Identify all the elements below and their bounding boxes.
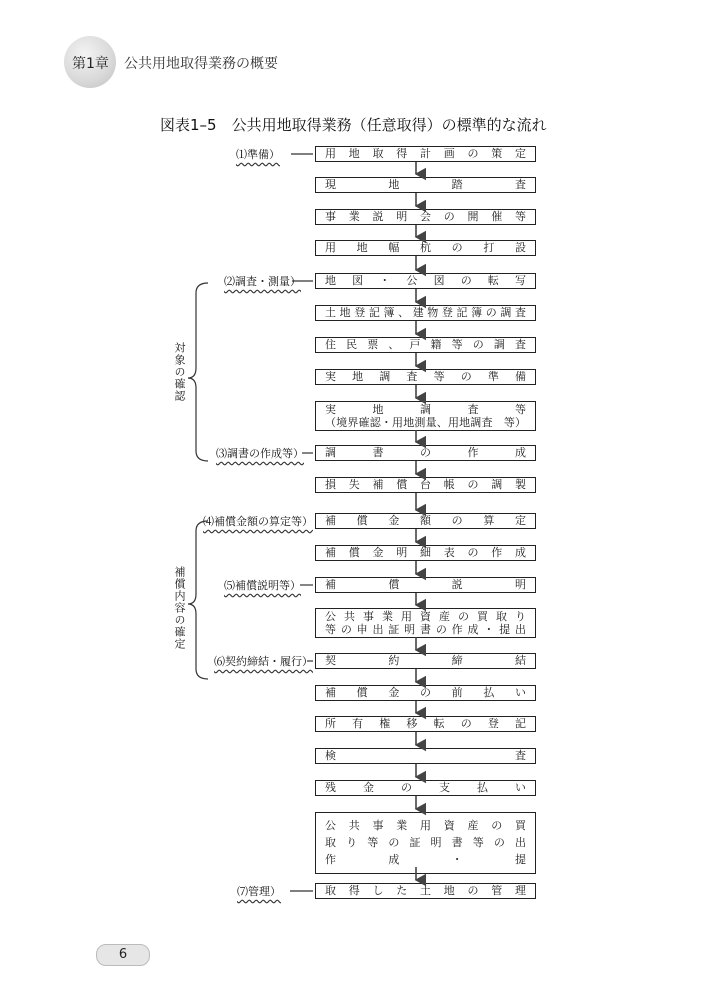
- flow-step: 実 地 調 査 等 （境界確認・用地測量、用地調査 等）: [315, 401, 536, 431]
- flow-step: 契約締結: [315, 653, 536, 669]
- phase-label: ⑹契約締結・履行）: [214, 655, 313, 668]
- flow-step: 地図・公図の転写: [315, 273, 536, 289]
- flow-step: 検査: [315, 748, 536, 764]
- phase-label: ⑷補償金額の算定等）: [203, 515, 313, 528]
- flow-step: 残金の支払い: [315, 780, 536, 796]
- group-label: 補償内容の確定: [173, 566, 186, 650]
- chapter-title: 公共用地取得業務の概要: [124, 56, 278, 72]
- figure-title: 図表1–5 公共用地取得業務（任意取得）の標準的な流れ: [160, 116, 547, 134]
- flow-step: 調書の作成: [315, 445, 536, 461]
- flow-step: 補償金明細表の作成: [315, 545, 536, 561]
- flow-step: 公共事業用資産の買 取り等の証明書等の出 作成・提: [315, 812, 536, 874]
- group-label: 対象の確認: [173, 342, 186, 402]
- phase-label: ⑺管理）: [237, 885, 281, 898]
- flow-step: 住民票、戸籍等の調査: [315, 337, 536, 353]
- flow-step: 所有権移転の登記: [315, 716, 536, 732]
- chapter-number: 第1章: [72, 56, 109, 72]
- flow-step: 取得した土地の管理: [315, 883, 536, 899]
- flow-step: 補償金額の算定: [315, 513, 536, 529]
- phase-label: ⑵調査・測量）: [224, 275, 301, 288]
- flow-step: 事業説明会の開催等: [315, 209, 536, 225]
- phase-label: ⑸補償説明等）: [224, 579, 301, 592]
- flow-step: 損失補償台帳の調製: [315, 477, 536, 493]
- group-brace: [188, 521, 208, 679]
- flow-step: 土地登記簿、建物登記簿の調査: [315, 305, 536, 321]
- flow-step: 公共事業用資産の買取り 等の申出証明書の作成・提出: [315, 608, 536, 638]
- flow-step: 実地調査等の準備: [315, 369, 536, 385]
- flow-step: 用地幅杭の打設: [315, 240, 536, 256]
- phase-label: ⑶調書の作成等）: [216, 447, 304, 460]
- flow-step: 用地取得計画の策定: [315, 146, 536, 162]
- flow-step: 現地踏査: [315, 177, 536, 193]
- group-brace: [188, 283, 208, 461]
- flow-step: 補償金の前払い: [315, 685, 536, 701]
- flow-step: 補償説明: [315, 577, 536, 593]
- page-number: 6: [96, 944, 150, 966]
- phase-label: ⑴準備）: [236, 148, 280, 161]
